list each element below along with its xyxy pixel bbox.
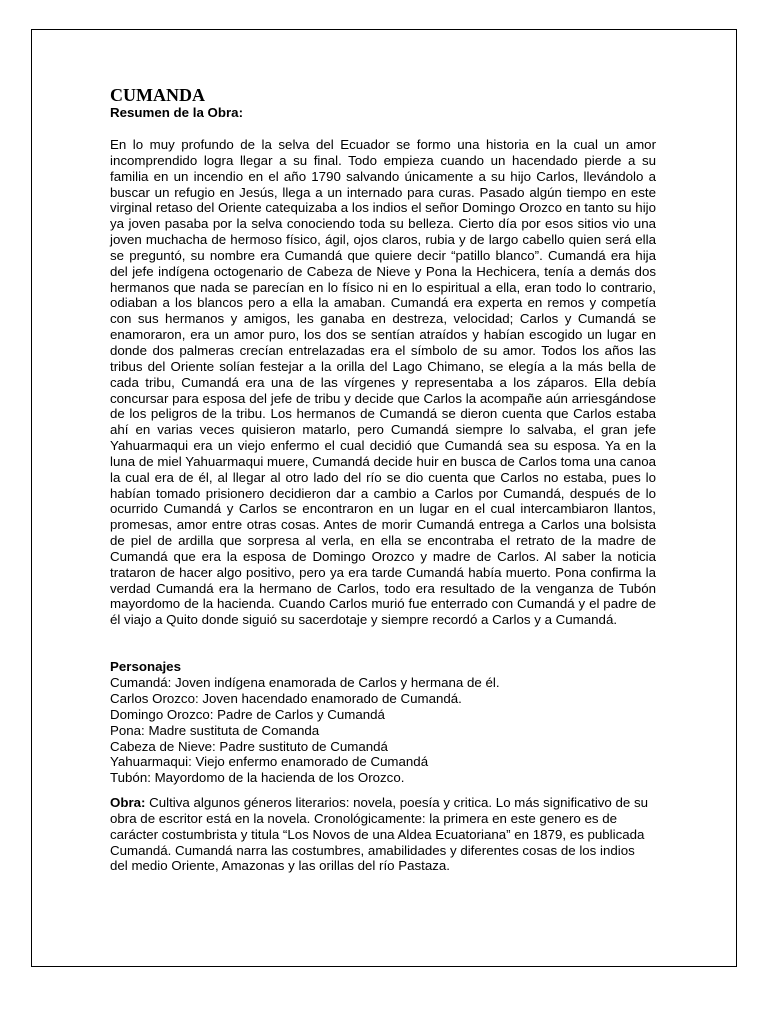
obra-paragraph <box>110 795 656 874</box>
character-item: Tubón: Mayordomo de la hacienda de los Orozco. <box>110 770 405 786</box>
character-item: Carlos Orozco: Joven hacendado enamorado de Cumandá. <box>110 691 462 706</box>
summary-heading: Resumen de la Obra: <box>110 105 244 120</box>
character-item: Cumandá: Joven indígena enamorada de Carlos y hermana de él. <box>110 675 500 691</box>
character-item: Domingo Orozco: Padre de Carlos y Cumandá <box>110 706 385 722</box>
document-content <box>110 86 656 874</box>
character-item: Yahuarmaqui: Viejo enfermo enamorado de Cumandá <box>110 754 429 770</box>
summary-paragraph: En lo muy profundo de la selva del Ecuador se formo una historia en la cual un amor incomprendido logra llegar a su final. Todo empieza cuando un hacendado pierde a su familia en un incendio en el año 1790 salvando únicamente a su hijo Carlos, llevándolo a buscar un refugio en Jesús, llega a un internado para curas. Pasado algún tiempo en este virginal retaso del Oriente catequizaba a los indios el señor Domingo Orozco en tanto su hijo ya joven pasaba por la selva conociendo toda su belleza. Cierto día por esos sitios vio una joven muchacha de hermoso físico, ágil, ojos claros, rubia y de largo cabello quien será ella se preguntó, su nombre era Cumandá que quiere decir “patillo blanco”. Cumandá era hija del jefe indígena octogenario de Cabeza de Nieve y Pona la Hechicera, tenía a demás dos hermanos que nada se parecían en lo físico ni en lo espiritual a ella, eran todo lo contrario, odiaban a los blancos pero a ella la amaban. Cumandá era experta en remos y competía con sus hermanos y amigos, les ganaba en destreza, velocidad; Carlos y Cumandá se enamoraron, era un amor puro, los dos se sentían atraídos y habían escogido un lugar en donde dos palmeras crecían entrelazadas era el símbolo de su amor. Todos los años las tribus del Oriente solían festejar a la orilla del Lago Chimano, se elegía a la más bella de cada tribu, Cumandá era una de las vírgenes y representaba a los záparos. Ella debía concursar para esposa del jefe de tribu y decide que Carlos la acompañe aún arriesgándose de los peligros de la tribu. Los hermanos de Cumandá se dieron cuenta que Carlos estaba ahí en varias veces quisieron matarlo, pero Cumandá siempre lo salvaba, el gran jefe Yahuarmaqui era un viejo enfermo el cual decidió que Cumandá sea su esposa. Ya en la luna de miel Yahuarmaqui muere, Cumandá decide huir en busca de Carlos toma una canoa la cual era de él, al llegar al otro lado del río se dio cuenta que Carlos no estaba, pues lo habían tomado prisionero decidieron dar a cambio a Carlos por Cumandá, después de lo ocurrido Cumandá y Carlos se encontraron en un lugar en el cual intercambiaron llantos, promesas, amor entre otras cosas. Antes de morir Cumandá entrega a Carlos una bolsista de piel de ardilla que sorpresa al verla, en ella se encontraba el retrato de la madre de Cumandá que era la esposa de Domingo Orozco y madre de Carlos. Al saber la noticia trataron de hacer algo positivo, pero ya era tarde Cumandá había muerto. Pona confirma la verdad Cumandá era la hermano de Carlos, todo era resultado de la venganza de Tubón mayordomo de la hacienda. Cuando Carlos murió fue enterrado con Cumandá y el padre de él viajo a Quito donde siguió su sacerdotaje y siempre recordó a Carlos y a Cumandá. <box>110 137 656 628</box>
character-item: Pona: Madre sustituta de Comanda <box>110 722 320 738</box>
characters-list <box>110 675 656 786</box>
obra-label: Obra: <box>110 795 146 811</box>
document-title: CUMANDA <box>110 85 205 105</box>
character-item: Cabeza de Nieve: Padre sustituto de Cumandá <box>110 738 388 754</box>
obra-text: Cultiva algunos géneros literarios: novela, poesía y critica. Lo más significativo de su obra de escritor está en la novela. Cronológicamente: la primera en este genero es de carácter costumbrista y titula “Los Novos de una Aldea Ecuatoriana” en 1879, es publicada Cumandá. Cumandá narra las costumbres, amabilidades y diferentes cosas de los indios del medio Oriente, Amazonas y las orillas del río Pastaza. <box>110 795 649 874</box>
characters-heading: Personajes <box>110 659 181 675</box>
